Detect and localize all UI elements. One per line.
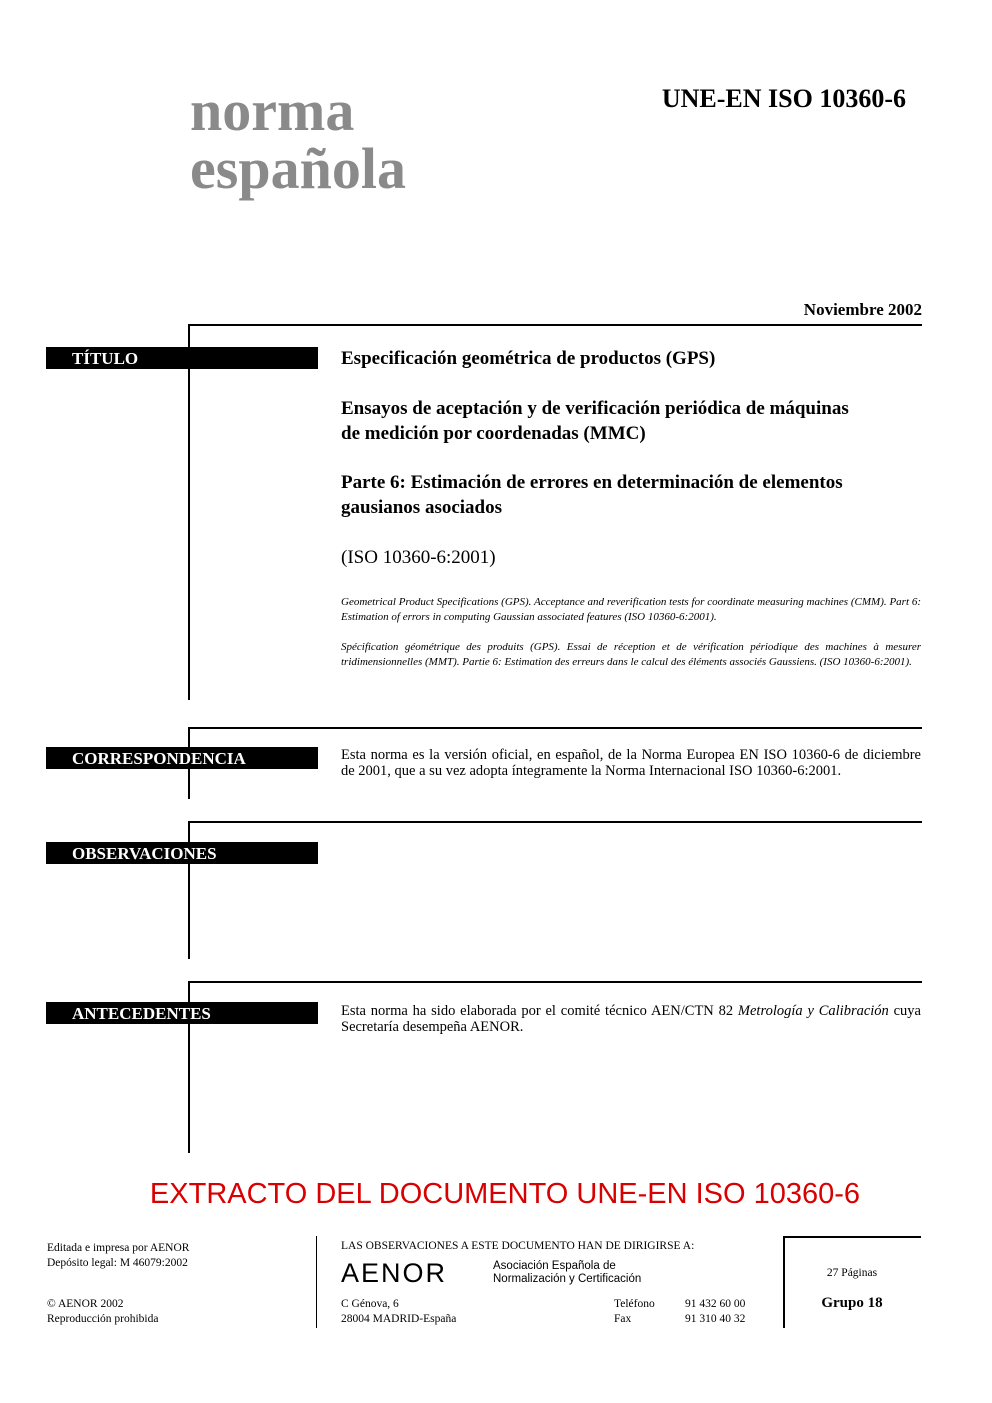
address-line-1: C Génova, 6 — [341, 1298, 399, 1310]
section-label-antecedentes: ANTECEDENTES — [46, 1002, 318, 1024]
section-label-observaciones: OBSERVACIONES — [46, 842, 318, 864]
antecedentes-text — [341, 1003, 921, 1035]
publication-date: Noviembre 2002 — [803, 300, 922, 319]
page-count: 27 Páginas — [826, 1267, 878, 1279]
title-main: Especificación geométrica de productos (GPS) — [341, 348, 716, 369]
footer-divider — [316, 1236, 317, 1328]
address-line-2: 28004 MADRID-España — [341, 1313, 457, 1325]
correspondencia-text: Esta norma es la versión oficial, en español, de la Norma Europea EN ISO 10360-6 de diciembre de 2001, que a su vez adopta íntegramente la Norma Internacional ISO 10360-6:2001. — [341, 747, 921, 779]
antecedentes-text-post: cuya Secretaría desempeña AENOR. — [341, 1003, 921, 1035]
aenor-association — [493, 1260, 641, 1286]
footer-contact-values — [685, 1297, 745, 1327]
title-secondary-line2: de medición por coordenadas (MMC) — [341, 423, 646, 444]
brand-title — [190, 78, 406, 201]
footer-edition — [47, 1241, 189, 1271]
section-rule-titulo — [188, 324, 922, 326]
title-secondary-line1: Ensayos de aceptación y de verificación periódica de máquinas — [341, 398, 849, 419]
footer-contact-labels — [614, 1297, 655, 1327]
extract-notice: EXTRACTO DEL DOCUMENTO UNE-EN ISO 10360-6 — [149, 1178, 861, 1210]
assoc-line-1: Asociación Española de — [493, 1260, 616, 1272]
assoc-line-2: Normalización y Certificación — [493, 1273, 642, 1285]
antecedentes-committee: Metrología y Calibración — [737, 1003, 889, 1019]
footer-copyright: © AENOR 2002 — [47, 1298, 124, 1310]
price-group: Grupo 18 — [821, 1295, 883, 1311]
footer-address — [341, 1297, 456, 1327]
title-part-line1: Parte 6: Estimación de errores en determinación de elementos — [341, 472, 843, 493]
footer-deposit: Depósito legal: M 46079:2002 — [47, 1257, 188, 1269]
title-part-line2: gausianos asociados — [341, 497, 503, 518]
footer-observations-heading: LAS OBSERVACIONES A ESTE DOCUMENTO HAN DE DIRIGIRSE A: — [341, 1240, 695, 1252]
brand-line-1: norma — [190, 78, 355, 143]
section-rule-antecedentes — [188, 981, 922, 983]
fax-number: 91 310 40 32 — [685, 1313, 746, 1325]
antecedentes-text-pre: Esta norma ha sido elaborada por el comité técnico AEN/CTN 82 — [341, 1003, 738, 1019]
footer-reproduction: Reproducción prohibida — [47, 1313, 159, 1325]
pages-group-box — [783, 1236, 921, 1328]
standard-code: UNE-EN ISO 10360-6 — [661, 84, 906, 113]
english-title: Geometrical Product Specifications (GPS). Acceptance and reverification tests for coordinate measuring machines (CMM). Part 6: Estimation of errors in computing Gaussian associated features (ISO 10360-6:2001). — [341, 596, 921, 623]
section-label-titulo: TÍTULO — [46, 347, 318, 369]
footer-rights — [47, 1297, 158, 1327]
section-rule-observaciones — [188, 821, 922, 823]
footer-edited: Editada e impresa por AENOR — [47, 1242, 190, 1254]
aenor-logo: AENOR — [341, 1258, 448, 1288]
fax-label: Fax — [614, 1313, 632, 1325]
phone-number: 91 432 60 00 — [685, 1298, 746, 1310]
section-vrule-titulo — [188, 324, 190, 700]
section-label-correspondencia: CORRESPONDENCIA — [46, 747, 318, 769]
phone-label: Teléfono — [614, 1298, 655, 1310]
brand-line-2: española — [190, 136, 406, 201]
section-rule-correspondencia — [188, 727, 922, 729]
french-title: Spécification géométrique des produits (GPS). Essai de réception et de vérification périodique des machines à mesurer tridimensionnelles (MMT). Partie 6: Estimation des erreurs dans le calcul des éléments associés Gaussiens. (ISO 10360-6:2001). — [341, 641, 921, 668]
iso-reference: (ISO 10360-6:2001) — [341, 547, 496, 568]
